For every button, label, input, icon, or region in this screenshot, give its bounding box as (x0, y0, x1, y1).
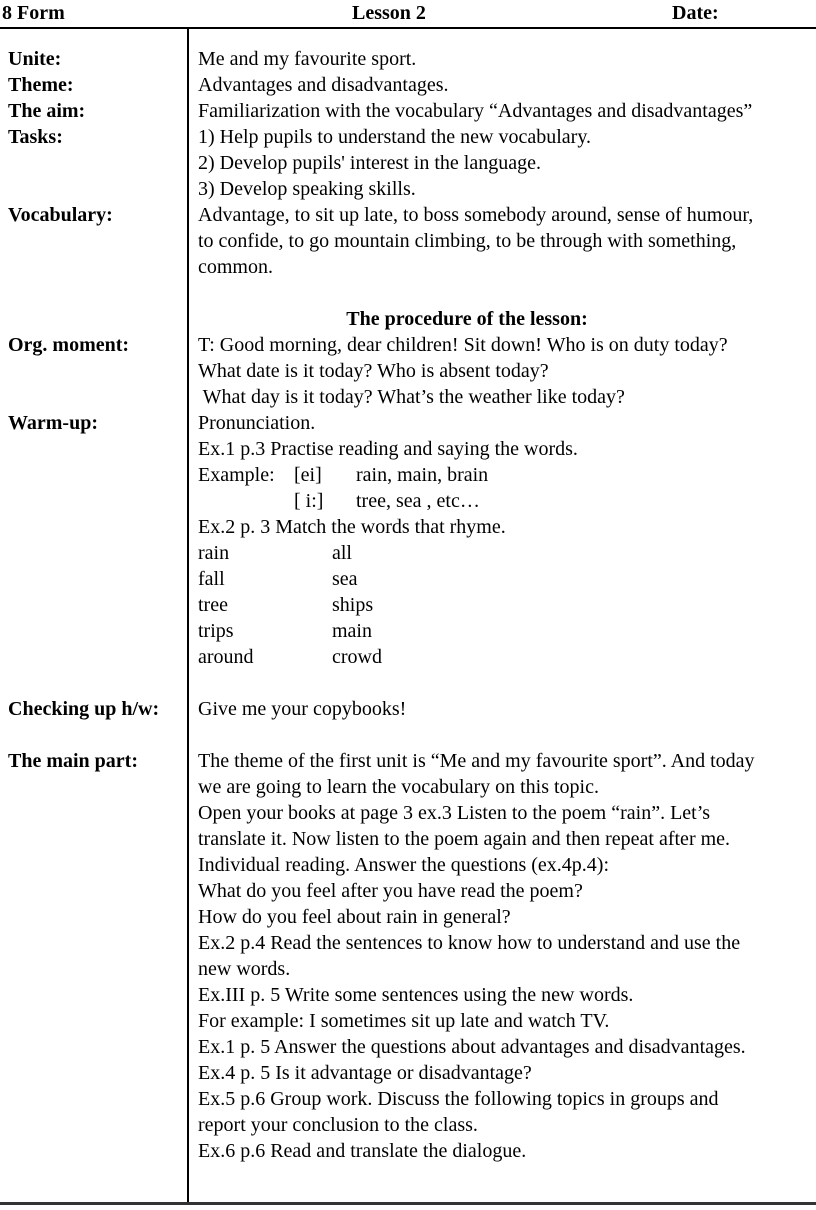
section-row (0, 696, 816, 748)
lesson-table-content (0, 29, 816, 1164)
section-row (0, 124, 816, 202)
content-line (198, 644, 816, 670)
content-line: Ex.2 p. 3 Match the words that rhyme. (198, 516, 506, 538)
line-col: main (332, 620, 372, 642)
section-label: Org. moment: (8, 334, 130, 356)
section-content (189, 332, 816, 410)
content-line: T: Good morning, dear children! Sit down! Who is on duty today? (198, 334, 728, 356)
section-row (0, 306, 816, 332)
content-line: The procedure of the lesson: (346, 308, 588, 330)
section-row (0, 332, 816, 410)
line-col: all (332, 542, 352, 564)
content-line: Ex.6 p.6 Read and translate the dialogue. (198, 1140, 527, 1162)
content-line: Ex.III p. 5 Write some sentences using the new words. (198, 984, 634, 1006)
form-label: 8 Form (2, 2, 65, 24)
content-line: For example: I sometimes sit up late and watch TV. (198, 1010, 610, 1032)
section-label: Tasks: (8, 126, 63, 148)
content-line: Ex.4 p. 5 Is it advantage or disadvantage? (198, 1062, 532, 1084)
section-row (0, 748, 816, 1164)
line-col: trips (198, 620, 234, 642)
line-col: tree, sea , etc… (356, 490, 480, 512)
content-line: report your conclusion to the class. (198, 1114, 478, 1136)
content-line: What do you feel after you have read the poem? (198, 880, 583, 902)
line-col: [ i:] (294, 490, 324, 512)
section-content (189, 410, 816, 696)
line-col: rain, main, brain (356, 464, 489, 486)
content-line (198, 540, 816, 566)
section-row (0, 202, 816, 306)
line-col: around (198, 646, 254, 668)
content-line (198, 618, 816, 644)
section-content (189, 696, 816, 748)
content-line: Advantage, to sit up late, to boss somebody around, sense of humour, (198, 204, 754, 226)
section-content (189, 72, 816, 98)
line-col: Example: (198, 464, 275, 486)
section-row (0, 72, 816, 98)
content-line: What day is it today? What’s the weather like today? (198, 386, 625, 408)
date-label: Date: (672, 2, 719, 24)
section-label: The aim: (8, 100, 86, 122)
content-line (198, 592, 816, 618)
section-row (0, 98, 816, 124)
content-line: common. (198, 256, 273, 278)
section-label: The main part: (8, 750, 138, 772)
content-line: 2) Develop pupils' interest in the language. (198, 152, 541, 174)
section-label: Unite: (8, 48, 62, 70)
content-line: translate it. Now listen to the poem again and then repeat after me. (198, 828, 731, 850)
content-line: How do you feel about rain in general? (198, 906, 511, 928)
section-content (189, 124, 816, 202)
content-line (198, 722, 816, 748)
content-line: 1) Help pupils to understand the new vocabulary. (198, 126, 592, 148)
content-line: Advantages and disadvantages. (198, 74, 449, 96)
content-line: Ex.1 p. 5 Answer the questions about advantages and disadvantages. (198, 1036, 746, 1058)
content-line: Familiarization with the vocabulary “Advantages and disadvantages” (198, 100, 753, 122)
section-label: Warm-up: (8, 412, 98, 434)
content-line: to confide, to go mountain climbing, to be through with something, (198, 230, 737, 252)
section-content (189, 306, 816, 332)
content-line (198, 280, 816, 306)
content-line (198, 488, 816, 514)
line-col: ships (332, 594, 374, 616)
line-col: crowd (332, 646, 382, 668)
line-col: [ei] (294, 464, 322, 486)
section-label: Vocabulary: (8, 204, 113, 226)
line-col: fall (198, 568, 225, 590)
section-row (0, 410, 816, 696)
content-line: Open your books at page 3 ex.3 Listen to the poem “rain”. Let’s (198, 802, 711, 824)
content-line: 3) Develop speaking skills. (198, 178, 416, 200)
bottom-rule (0, 1202, 816, 1205)
content-line: The theme of the first unit is “Me and my favourite sport”. And today (198, 750, 755, 772)
content-line: Me and my favourite sport. (198, 48, 417, 70)
line-col: tree (198, 594, 228, 616)
content-line: Pronunciation. (198, 412, 316, 434)
content-line: new words. (198, 958, 291, 980)
section-content (189, 46, 816, 72)
section-label: Checking up h/w: (8, 698, 160, 720)
content-line: Ex.5 p.6 Group work. Discuss the following topics in groups and (198, 1088, 719, 1110)
content-line: Ex.2 p.4 Read the sentences to know how to understand and use the (198, 932, 741, 954)
line-col: sea (332, 568, 358, 590)
content-line: Ex.1 p.3 Practise reading and saying the words. (198, 438, 578, 460)
section-content (189, 748, 816, 1164)
section-content (189, 202, 816, 306)
section-content (189, 98, 816, 124)
section-row (0, 46, 816, 72)
content-line (198, 670, 816, 696)
lesson-label: Lesson 2 (352, 2, 426, 24)
table-vertical-divider (187, 29, 189, 1202)
content-line (198, 462, 816, 488)
content-line (198, 566, 816, 592)
page-header (0, 0, 816, 27)
content-line: we are going to learn the vocabulary on this topic. (198, 776, 599, 798)
content-line: What date is it today? Who is absent today? (198, 360, 549, 382)
line-col: rain (198, 542, 230, 564)
content-line: Individual reading. Answer the questions (ex.4p.4): (198, 854, 610, 876)
content-line: Give me your copybooks! (198, 698, 407, 720)
section-label: Theme: (8, 74, 74, 96)
